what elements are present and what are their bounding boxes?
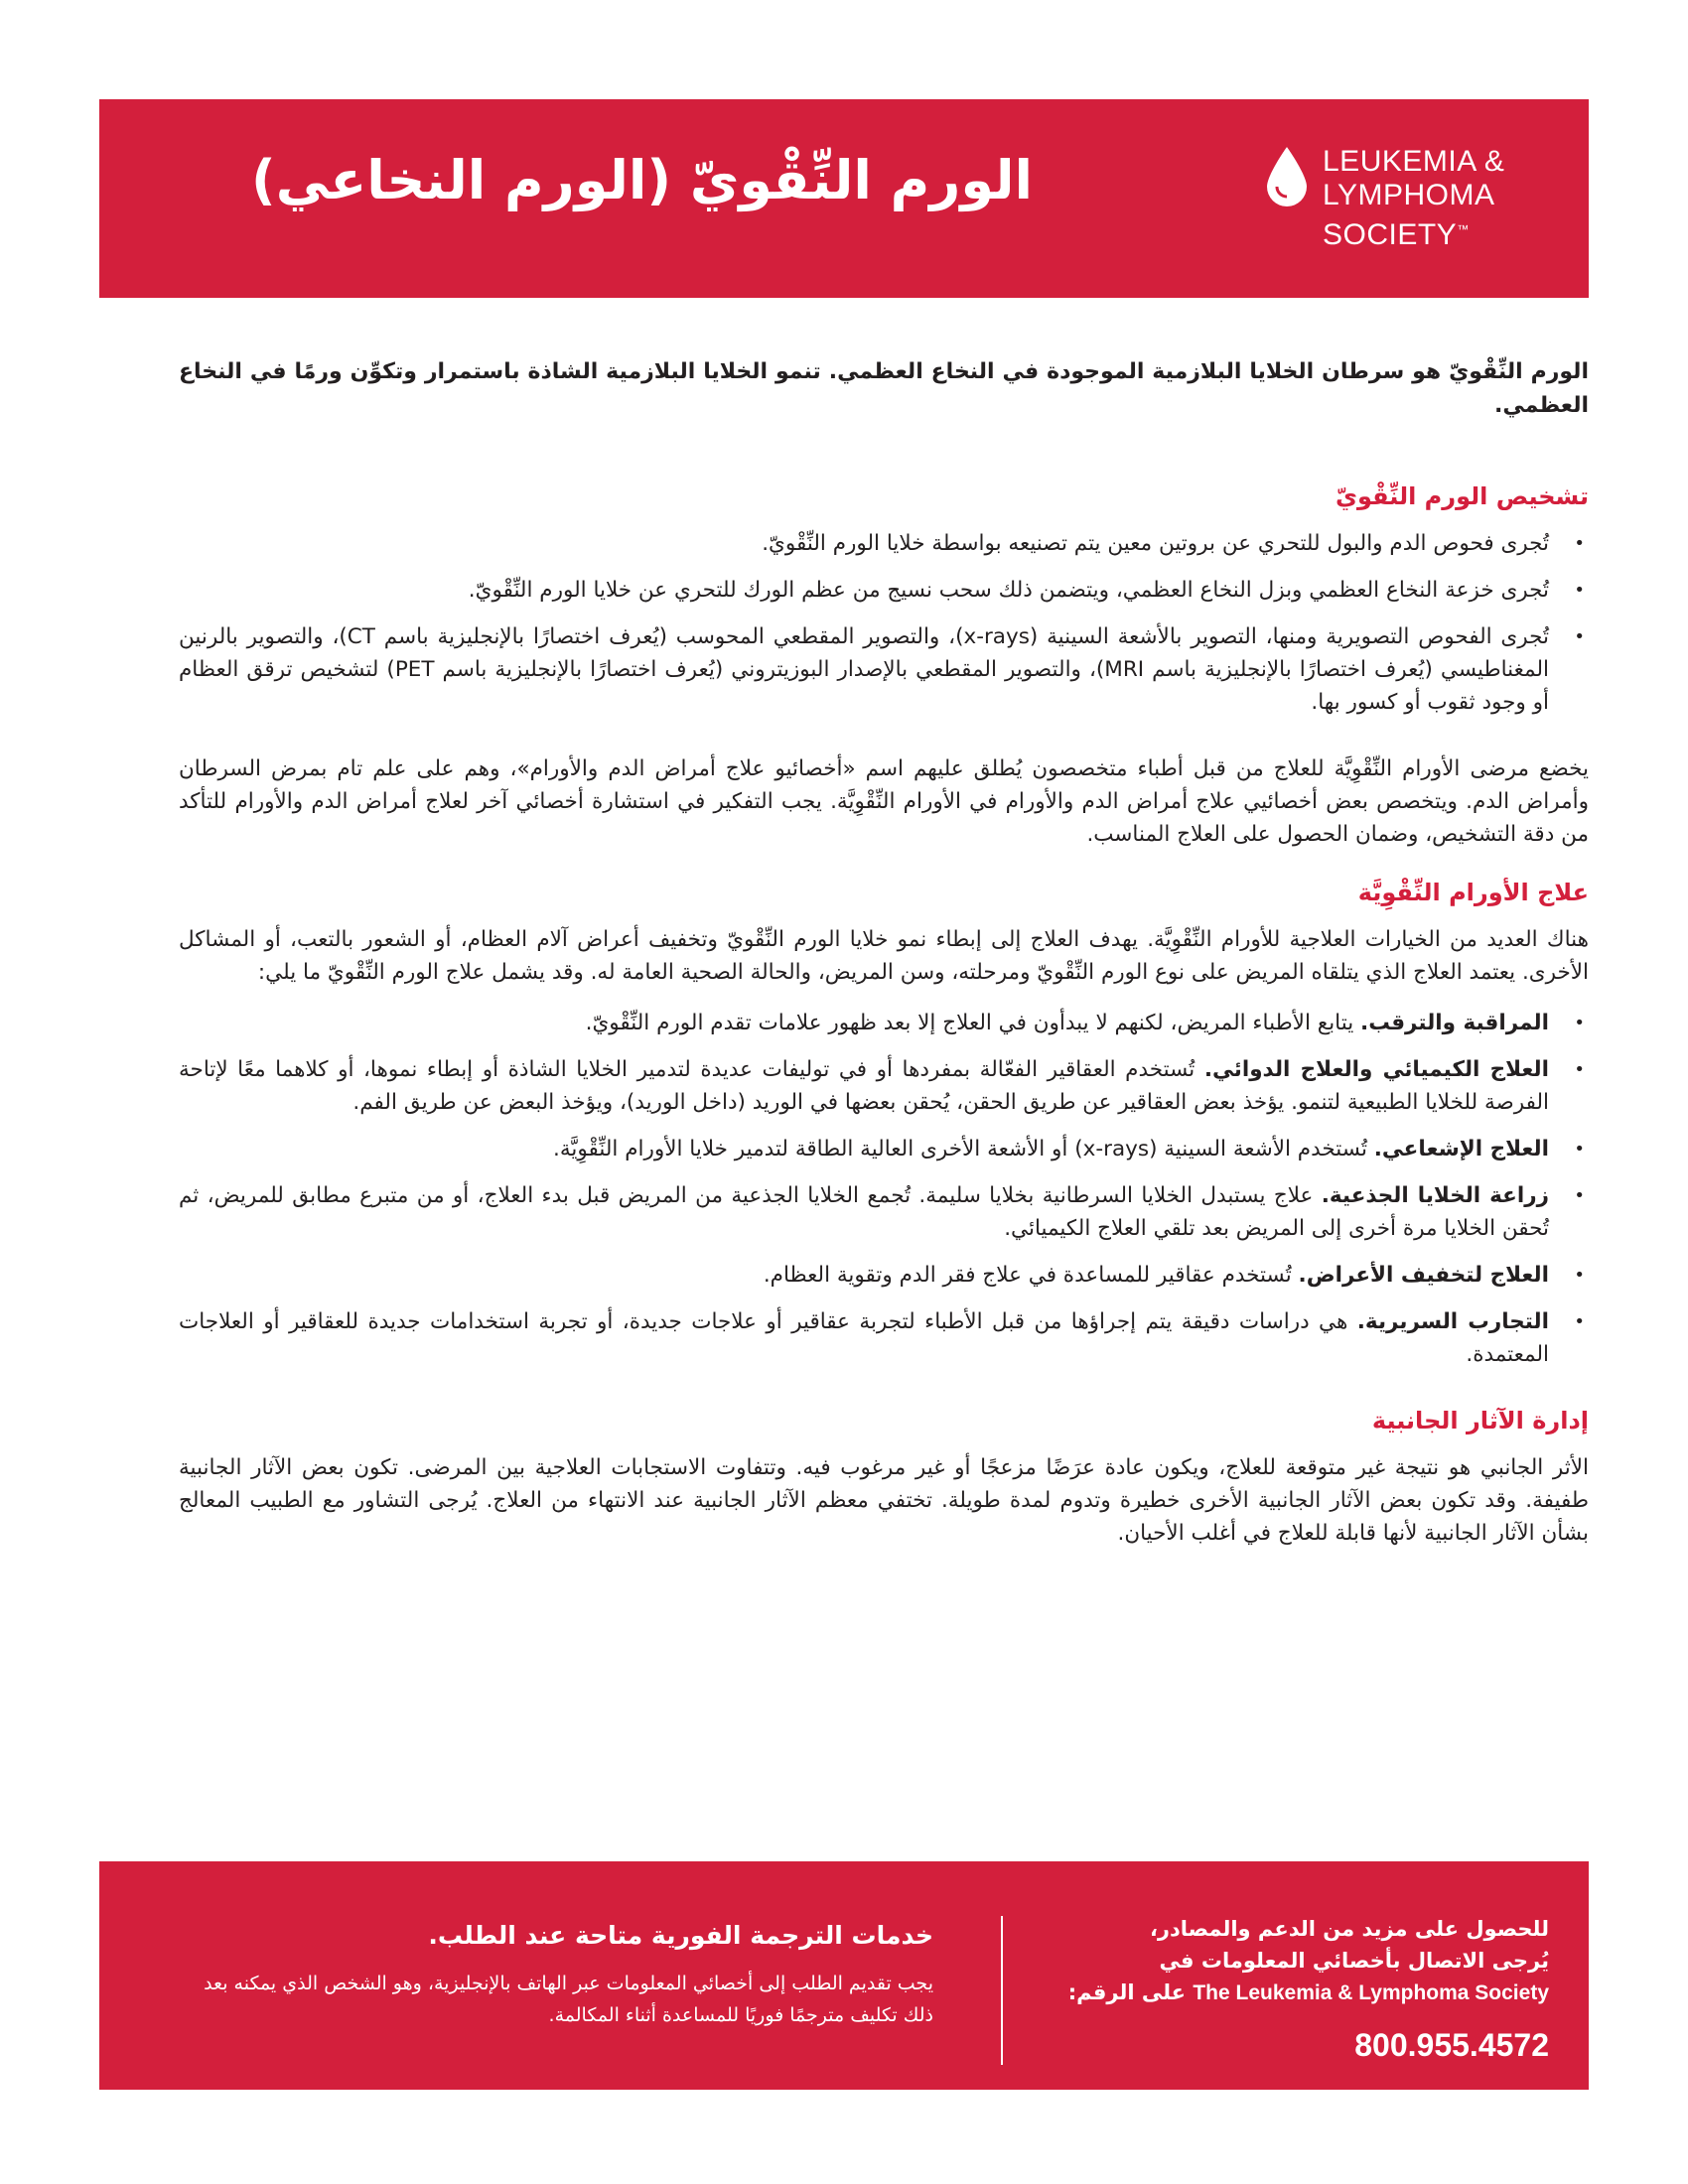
- page-title: الورم النِّقْويّ (الورم النخاعي): [251, 149, 1033, 211]
- logo-line-2: LYMPHOMA: [1323, 179, 1495, 211]
- logo-trademark: ™: [1457, 222, 1470, 236]
- logo-text: [1323, 145, 1504, 252]
- list-item: • العلاج الإشعاعي. تُستخدم الأشعة السينية (x-rays) أو الأشعة الأخرى العالية الطاقة لتدمير خلايا الأورام النِّقْوِيَّة.: [179, 1133, 1589, 1165]
- list-item: • تُجرى خزعة النخاع العظمي وبزل النخاع العظمي، ويتضمن ذلك سحب نسيج من عظم الورك للتحري عن خلايا الورم النِّقْويّ.: [179, 574, 1589, 607]
- specialist-paragraph: يخضع مرضى الأورام النِّقْوِيَّة للعلاج من قبل أطباء متخصصون يُطلق عليهم اسم «أخصائيو علاج أمراض الدم والأورام»، وهم على علم تام بمرض السرطان وأمراض الدم. ويتخصص بعض أخصائيي علاج أمراض الدم والأورام في الأورام النِّقْوِيَّة. يجب التفكير في استشارة أخصائي آخر لعلاج أمراض الدم والأورام للتأكد من دقة التشخيص، وضمان الحصول على العلاج المناسب.: [179, 756, 1589, 847]
- list-item: • تُجرى الفحوص التصويرية ومنها، التصوير بالأشعة السينية (x-rays)، والتصوير المقطعي المحوسب (يُعرف اختصارًا بالإنجليزية باسم CT)، والتصوير بالرنين المغناطيسي (يُعرف اختصارًا بالإنجليزية باسم MRI)، والتصوير المقطعي بالإصدار البوزيتروني (يُعرف اختصارًا بالإنجليزية باسم PET) لتشخيص ترقق العظام أو وجود ثقوب أو كسور بها.: [179, 620, 1589, 719]
- bullet-icon: •: [1574, 1139, 1585, 1160]
- list-item: • التجارب السريرية. هي دراسات دقيقة يتم إجراؤها من قبل الأطباء لتجربة عقاقير أو علاجات جديدة، أو تجربة استخدامات جديدة للعقاقير أو العلاجات المعتمدة.: [179, 1305, 1589, 1371]
- contact-block: [1033, 1913, 1549, 2064]
- contact-org-name: The Leukemia & Lymphoma Society: [1193, 1981, 1549, 2004]
- footer-divider: [1001, 1916, 1003, 2065]
- bullet-icon: •: [1574, 626, 1585, 647]
- interpreter-block: [179, 1921, 933, 2031]
- main-content: [179, 355, 1589, 1575]
- header-banner: [99, 99, 1589, 298]
- treatment-paragraph: هناك العديد من الخيارات العلاجية للأورام النِّقْوِيَّة. يهدف العلاج إلى إبطاء نمو خلايا الورم النِّقْويّ وتخفيف أعراض آلام العظام، أو الشعور بالتعب، أو المشاكل الأخرى. يعتمد العلاج الذي يتلقاه المريض على نوع الورم النِّقْويّ ومرحلته، وسن المريض، والحالة الصحية العامة له. وقد يشمل علاج الورم النِّقْويّ ما يلي:: [179, 927, 1589, 985]
- interpreter-text: يجب تقديم الطلب إلى أخصائي المعلومات عبر الهاتف بالإنجليزية، وهو الشخص الذي يمكنه بعد ذلك تكليف مترجمًا فوريًا للمساعدة أثناء المكالمة.: [204, 1973, 933, 2026]
- side-effects-paragraph: الأثر الجانبي هو نتيجة غير متوقعة للعلاج، ويكون عادة عرَضًا مزعجًا أو غير مرغوب فيه. وتتفاوت الاستجابات العلاجية بين المرضى. تكون بعض الآثار الجانبية طفيفة. وقد تكون بعض الآثار الجانبية الأخرى خطيرة وتدوم لمدة طويلة. تختفي معظم الآثار الجانبية عند الانتهاء من العلاج. يُرجى التشاور مع الطبيب المعالج بشأن الآثار الجانبية لأنها قابلة للعلاج في أغلب الأحيان.: [179, 1455, 1589, 1546]
- bullet-icon: •: [1574, 533, 1585, 554]
- bullet-icon: •: [1574, 580, 1585, 601]
- drop-icon: [1265, 145, 1309, 208]
- bullet-icon: •: [1574, 1059, 1585, 1080]
- contact-line-1: للحصول على مزيد من الدعم والمصادر،: [1149, 1917, 1549, 1941]
- intro-paragraph: الورم النِّقْويّ هو سرطان الخلايا البلازمية الموجودة في النخاع العظمي. تنمو الخلايا البلازمية الشاذة باستمرار وتكوِّن ورمًا في النخاع العظمي.: [179, 359, 1589, 418]
- bullet-icon: •: [1574, 1185, 1585, 1206]
- phone-number[interactable]: 800.955.4572: [1354, 2027, 1549, 2063]
- bullet-icon: •: [1574, 1311, 1585, 1332]
- list-item: • العلاج لتخفيف الأعراض. تُستخدم عقاقير للمساعدة في علاج فقر الدم وتقوية العظام.: [179, 1259, 1589, 1292]
- logo-line-3: SOCIETY™: [1323, 218, 1470, 251]
- treatment-heading: علاج الأورام النِّقْوِيَّة: [1357, 879, 1589, 906]
- list-item: • العلاج الكيميائي والعلاج الدوائي. تُستخدم العقاقير الفعّالة بمفردها أو في توليفات عديدة لتدمير الخلايا الشاذة أو إبطاء نموها، أو كلاهما معًا لإتاحة الفرصة للخلايا الطبيعية لتنمو. يؤخذ بعض العقاقير عن طريق الحقن، يُحقن بعضها في الوريد (داخل الوريد)، ويؤخذ البعض عن طريق الفم.: [179, 1053, 1589, 1119]
- contact-suffix: على الرقم:: [1067, 1980, 1187, 2004]
- contact-org-line: [1033, 1977, 1549, 2009]
- bullet-icon: •: [1574, 1013, 1585, 1033]
- bullet-icon: •: [1574, 1265, 1585, 1286]
- contact-line-2: يُرجى الاتصال بأخصائي المعلومات في: [1159, 1949, 1549, 1973]
- footer-banner: [99, 1861, 1589, 2090]
- list-item: • زراعة الخلايا الجذعية. علاج يستبدل الخلايا السرطانية بخلايا سليمة. تُجمع الخلايا الجذعية من المريض قبل بدء العلاج، أو من متبرع مطابق للمريض، ثم تُحقن الخلايا مرة أخرى إلى المريض بعد تلقي العلاج الكيميائي.: [179, 1179, 1589, 1245]
- diagnosis-list: [179, 527, 1589, 719]
- diagnosis-heading: تشخيص الورم النِّقْويّ: [1335, 482, 1589, 510]
- side-effects-heading: إدارة الآثار الجانبية: [1371, 1407, 1589, 1434]
- list-item: • تُجرى فحوص الدم والبول للتحري عن بروتين معين يتم تصنيعه بواسطة خلايا الورم النِّقْويّ.: [179, 527, 1589, 560]
- interpreter-title: خدمات الترجمة الفورية متاحة عند الطلب.: [428, 1921, 933, 1950]
- treatment-list: [179, 1007, 1589, 1371]
- list-item: • المراقبة والترقب. يتابع الأطباء المريض، لكنهم لا يبدأون في العلاج إلا بعد ظهور علامات تقدم الورم النِّقْويّ.: [179, 1007, 1589, 1039]
- lls-logo: [1265, 137, 1533, 266]
- logo-line-1: LEUKEMIA &: [1323, 145, 1505, 178]
